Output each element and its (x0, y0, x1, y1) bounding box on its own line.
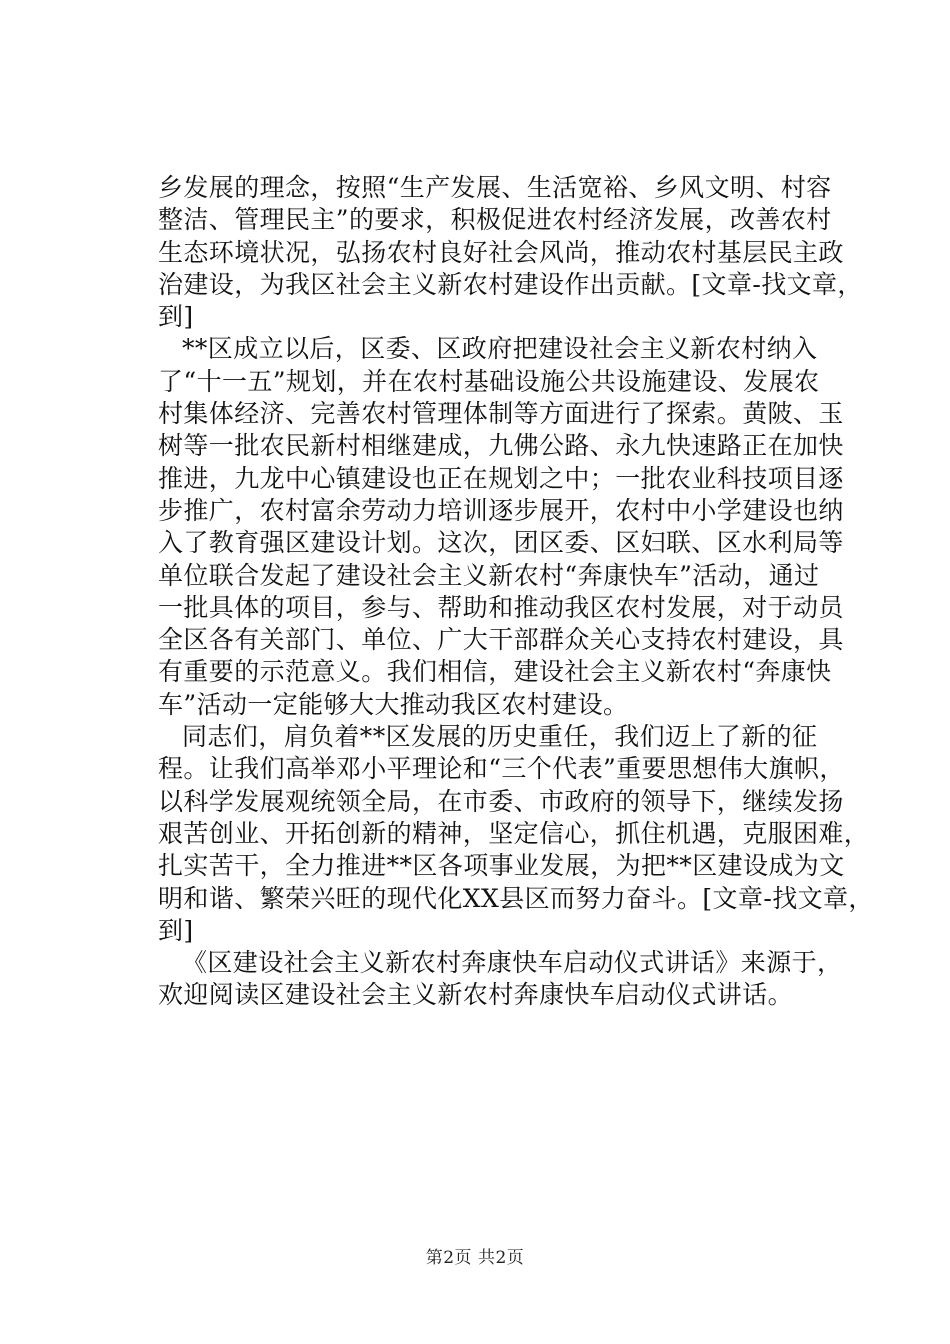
text-line: 治建设，为我区社会主义新农村建设作出贡献。[文章-找文章， (158, 269, 863, 299)
text-line: 生态环境状况，弘扬农村良好社会风尚，推动农村基层民主政 (158, 237, 844, 267)
text-line: 推进，九龙中心镇建设也正在规划之中；一批农业科技项目逐 (158, 463, 844, 493)
text-line: 乡发展的理念，按照“生产发展、生活宽裕、乡风文明、村容 (158, 173, 832, 202)
paragraph (158, 172, 863, 333)
text-line: 单位联合发起了建设社会主义新农村“奔康快车”活动，通过 (158, 560, 820, 590)
text-line: 到] (158, 915, 194, 945)
paragraph (158, 333, 844, 721)
text-line: 到] (158, 302, 194, 332)
text-line: 扎实苦干，全力推进**区各项事业发展，为把**区建设成为文 (158, 851, 845, 881)
text-line: 《区建设社会主义新农村奔康快车启动仪式讲话》来源于， (182, 948, 843, 978)
text-line: 有重要的示范意义。我们相信，建设社会主义新农村“奔康快 (158, 657, 832, 687)
text-line: 树等一批农民新村相继建成，九佛公路、永九快速路正在加快 (158, 431, 844, 461)
text-line: 同志们，肩负着**区发展的历史重任，我们迈上了新的征 (182, 722, 818, 752)
paragraph (158, 947, 843, 1012)
text-line: 步推广，农村富余劳动力培训逐步展开，农村中小学建设也纳 (158, 495, 844, 525)
text-line: 车”活动一定能够大大推动我区农村建设。 (158, 689, 629, 719)
text-line: 入了教育强区建设计划。这次，团区委、区妇联、区水利局等 (158, 528, 844, 558)
text-line: 整洁、管理民主”的要求，积极促进农村经济发展，改善农村 (158, 205, 832, 235)
text-line: 以科学发展观统领全局，在市委、市政府的领导下，继续发扬 (158, 786, 844, 816)
page-number-footer: 第2页 共2页 (425, 1248, 525, 1268)
text-line: **区成立以后，区委、区政府把建设社会主义新农村纳入 (182, 334, 818, 364)
text-line: 明和谐、繁荣兴旺的现代化XX县区而努力奋斗。[文章-找文章， (158, 883, 874, 913)
text-line: 村集体经济、完善农村管理体制等方面进行了探索。黄陂、玉 (158, 399, 844, 429)
text-line: 欢迎阅读区建设社会主义新农村奔康快车启动仪式讲话。 (158, 980, 794, 1010)
text-line: 一批具体的项目，参与、帮助和推动我区农村发展，对于动员 (158, 592, 844, 622)
text-line: 程。让我们高举邓小平理论和“三个代表”重要思想伟大旗帜， (158, 754, 845, 784)
text-line: 全区各有关部门、单位、广大干部群众关心支持农村建设，具 (158, 625, 844, 655)
paragraph (158, 721, 874, 947)
text-line: 艰苦创业、开拓创新的精神，坚定信心，抓住机遇，克服困难， (158, 818, 870, 848)
document-body (158, 172, 874, 1012)
text-line: 了“十一五”规划，并在农村基础设施公共设施建设、发展农 (158, 366, 820, 396)
